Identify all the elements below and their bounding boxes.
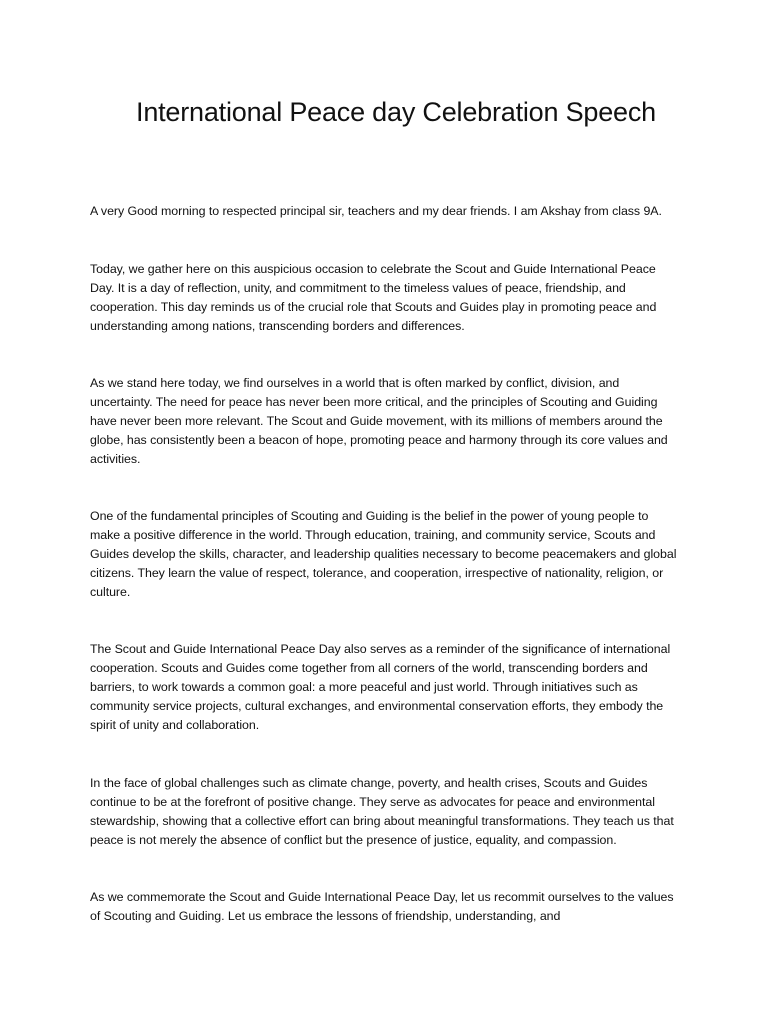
paragraph-greeting: A very Good morning to respected principal sir, teachers and my dear friends. I am Akshay from class 9A.	[90, 204, 662, 218]
paragraph-need-for-peace: As we stand here today, we find ourselves in a world that is often marked by conflict, division, and uncertainty. The need for peace has never been more critical, and the principles of Scouting and Guiding have never been more relevant. The Scout and Guide movement, with its millions of members around the globe, has consistently been a beacon of hope, promoting peace and harmony through its core values and activities.	[90, 376, 668, 466]
paragraph-international-cooperation: The Scout and Guide International Peace Day also serves as a reminder of the significance of international cooperation. Scouts and Guides come together from all corners of the world, transcending borders and barriers, to work towards a common goal: a more peaceful and just world. Through initiatives such as community service projects, cultural exchanges, and environmental conservation efforts, they embody the spirit of unity and collaboration.	[90, 642, 671, 732]
document-title: International Peace day Celebration Speech	[136, 97, 656, 127]
paragraph-commemoration: As we commemorate the Scout and Guide International Peace Day, let us recommit ourselves to the values of Scouting and Guiding. Let us embrace the lessons of friendship, understanding, and	[90, 890, 674, 923]
paragraph-principles: One of the fundamental principles of Scouting and Guiding is the belief in the power of young people to make a positive difference in the world. Through education, training, and community service, Scouts and Guides develop the skills, character, and leadership qualities necessary to become peacemakers and global citizens. They learn the value of respect, tolerance, and cooperation, irrespective of nationality, religion, or culture.	[90, 509, 677, 599]
paragraph-global-challenges: In the face of global challenges such as climate change, poverty, and health crises, Scouts and Guides continue to be at the forefront of positive change. They serve as advocates for peace and environmental stewardship, showing that a collective effort can bring about meaningful transformations. They teach us that peace is not merely the absence of conflict but the presence of justice, equality, and compassion.	[90, 776, 674, 847]
paragraph-occasion: Today, we gather here on this auspicious occasion to celebrate the Scout and Guide International Peace Day. It is a day of reflection, unity, and commitment to the timeless values of peace, friendship, and cooperation. This day reminds us of the crucial role that Scouts and Guides play in promoting peace and understanding among nations, transcending borders and differences.	[90, 262, 657, 333]
